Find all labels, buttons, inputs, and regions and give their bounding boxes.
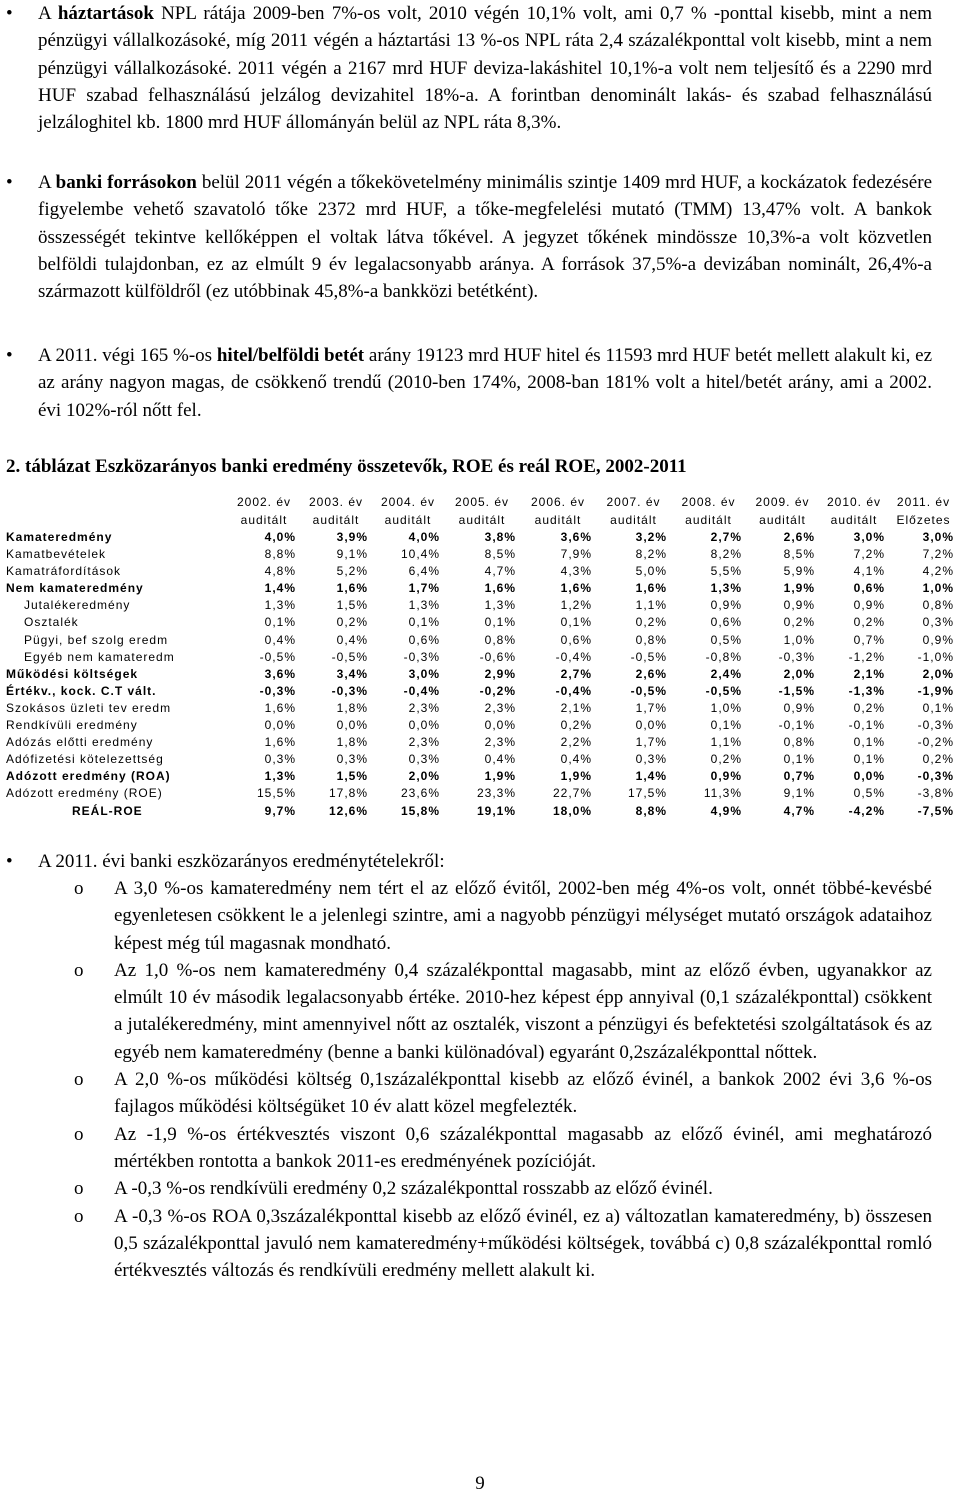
table-cell: 2,3% bbox=[408, 700, 440, 715]
table-cell: -1,9% bbox=[917, 683, 954, 698]
corner-cell bbox=[6, 493, 228, 511]
table-cell: 0,1% bbox=[264, 615, 296, 630]
row-label: Rendkívüli eredmény bbox=[6, 718, 138, 733]
table-cell: 3,6% bbox=[560, 530, 592, 544]
row-label: Működési költségek bbox=[6, 666, 139, 681]
table-cell: 2,3% bbox=[408, 735, 440, 750]
table-cell: 0,5% bbox=[853, 786, 885, 801]
table-cell: 0,2% bbox=[783, 615, 815, 630]
table-cell: 1,3% bbox=[264, 769, 296, 784]
table-cell: -0,4% bbox=[555, 683, 592, 698]
year-header: 2004. év bbox=[380, 495, 436, 509]
row-label: Kamatbevételek bbox=[6, 547, 107, 562]
table-cell: 5,5% bbox=[710, 564, 742, 579]
table-cell: 2,0% bbox=[783, 666, 815, 681]
table-cell: -0,5% bbox=[630, 683, 667, 698]
table-body bbox=[6, 529, 958, 820]
table-cell: 3,0% bbox=[408, 666, 440, 681]
table-cell: 0,2% bbox=[336, 615, 368, 630]
table-cell: 0,7% bbox=[783, 769, 815, 784]
row-label: Adófizetési kötelezettség bbox=[6, 752, 164, 767]
table-cell: -1,3% bbox=[848, 683, 885, 698]
table-cell: 4,3% bbox=[560, 564, 592, 579]
table-cell: -0,1% bbox=[848, 718, 885, 733]
text-bold: hitel/belföldi betét bbox=[216, 345, 365, 366]
table-cell: -0,5% bbox=[259, 649, 296, 664]
table-cell: 18,0% bbox=[552, 803, 592, 818]
bullet-paragraph bbox=[0, 169, 960, 305]
table-cell: 1,5% bbox=[336, 598, 368, 613]
table-cell: 2,3% bbox=[484, 735, 516, 750]
table-cell: 8,8% bbox=[264, 547, 296, 562]
table-cell: 0,8% bbox=[635, 632, 667, 647]
table-cell: 3,4% bbox=[336, 666, 368, 681]
status-header: auditált bbox=[610, 513, 657, 527]
table-cell: 1,9% bbox=[783, 581, 815, 596]
bullet-paragraph bbox=[0, 0, 960, 136]
table-cell: 0,6% bbox=[560, 632, 592, 647]
row-label: Kamatráfordítások bbox=[6, 564, 122, 579]
table-row bbox=[6, 683, 958, 700]
table-cell: 1,0% bbox=[783, 632, 815, 647]
table-header-years bbox=[6, 493, 958, 511]
table-row bbox=[6, 768, 958, 785]
status-header: auditált bbox=[240, 513, 288, 527]
table-cell: -0,4% bbox=[555, 649, 592, 664]
table-cell: 0,6% bbox=[853, 581, 885, 596]
status-header: auditált bbox=[759, 513, 806, 527]
bullet-bank-sources bbox=[0, 169, 960, 305]
table-cell: 4,8% bbox=[264, 564, 296, 579]
table-cell: 4,0% bbox=[264, 530, 296, 544]
table-row bbox=[6, 666, 958, 683]
table-cell: 1,7% bbox=[635, 700, 667, 715]
table-cell: 0,0% bbox=[264, 718, 296, 733]
table-cell: 0,9% bbox=[783, 700, 815, 715]
table-cell: -0,5% bbox=[331, 649, 368, 664]
table-cell: 0,4% bbox=[336, 632, 368, 647]
table-cell: 3,8% bbox=[484, 530, 516, 544]
table-cell: 7,2% bbox=[922, 547, 954, 562]
table-cell: 4,7% bbox=[783, 803, 815, 818]
year-header: 2007. év bbox=[606, 495, 661, 509]
table-row bbox=[6, 717, 958, 734]
bullet-summary bbox=[0, 848, 960, 875]
status-header: auditált bbox=[384, 513, 432, 527]
table-cell: 1,6% bbox=[264, 735, 296, 750]
sub-list-item: o A -0,3 %-os rendkívüli eredmény 0,2 százalékponttal rosszabb az előző évinél. bbox=[70, 1175, 932, 1202]
status-header: auditált bbox=[685, 513, 732, 527]
table-cell: 0,4% bbox=[264, 632, 296, 647]
table-cell: 1,7% bbox=[635, 735, 667, 750]
table-cell: 1,5% bbox=[336, 769, 368, 784]
table-cell: 1,6% bbox=[560, 581, 592, 596]
table-cell: -4,2% bbox=[848, 803, 885, 818]
table-cell: 7,2% bbox=[853, 547, 885, 562]
table-cell: 22,7% bbox=[552, 786, 592, 801]
table-cell: 1,3% bbox=[484, 598, 516, 613]
text-rest: arány 19123 mrd HUF hitel és 11593 mrd HUF betét mellett alakult ki, ez az arány nagyon magas, de csökkenő trendű (2010-ben 174%, 2008-ban 181% volt a hitel/betét arány, ami a 2002. évi 102%-ról nőtt fel. bbox=[38, 345, 933, 421]
table-cell: 23,6% bbox=[400, 786, 440, 801]
table-cell: 3,0% bbox=[853, 530, 885, 544]
table-cell: -1,2% bbox=[848, 649, 885, 664]
table-cell: 3,6% bbox=[264, 666, 296, 681]
table-cell: 4,2% bbox=[922, 564, 954, 579]
table-cell: -0,8% bbox=[705, 649, 742, 664]
sub-list-item: o A 2,0 %-os működési költség 0,1százalékponttal kisebb az előző évinél, a bankok 2002 évi 3,6 %-os fajlagos működési költségüket 10 év alatt közel megfelezték. bbox=[70, 1066, 932, 1121]
table-cell: 8,8% bbox=[635, 803, 667, 818]
table-cell: 10,4% bbox=[400, 547, 440, 562]
table-cell: 3,0% bbox=[922, 530, 954, 544]
table-cell: 1,4% bbox=[264, 581, 296, 596]
table-cell: 4,7% bbox=[484, 564, 516, 579]
table-cell: -0,4% bbox=[403, 683, 440, 698]
table-cell: 1,1% bbox=[635, 598, 667, 613]
table-cell: -0,3% bbox=[917, 718, 954, 733]
table-cell: 5,2% bbox=[336, 564, 368, 579]
table-cell: 11,3% bbox=[703, 786, 742, 801]
table-cell: 0,1% bbox=[922, 700, 954, 715]
table-cell: -0,5% bbox=[630, 649, 667, 664]
table-cell: 0,2% bbox=[853, 700, 885, 715]
table-cell: 1,8% bbox=[336, 735, 368, 750]
table-cell: 1,6% bbox=[635, 581, 667, 596]
results-table bbox=[6, 493, 958, 820]
table-cell: 4,0% bbox=[408, 530, 440, 544]
table-cell: 4,1% bbox=[853, 564, 885, 579]
table-cell: 15,8% bbox=[400, 803, 440, 818]
table-row bbox=[6, 546, 958, 563]
table-cell: 0,0% bbox=[408, 718, 440, 733]
table-cell: 2,0% bbox=[922, 666, 954, 681]
table-cell: 0,2% bbox=[922, 752, 954, 767]
table-cell: 23,3% bbox=[476, 786, 516, 801]
table-cell: 0,2% bbox=[853, 615, 885, 630]
year-header: 2009. év bbox=[755, 495, 810, 509]
row-label: Adózott eredmény (ROE) bbox=[6, 786, 163, 801]
table-cell: 0,8% bbox=[922, 598, 954, 613]
table-cell: -0,3% bbox=[917, 769, 954, 784]
table-cell: 1,9% bbox=[560, 769, 592, 784]
table-row bbox=[6, 803, 958, 820]
text-lead: A bbox=[38, 3, 58, 24]
table-cell: 0,1% bbox=[484, 615, 516, 630]
table-cell: -3,8% bbox=[917, 786, 954, 801]
year-header: 2010. év bbox=[826, 495, 882, 509]
table-cell: 4,9% bbox=[710, 803, 742, 818]
bullet-loan-deposit bbox=[0, 342, 960, 424]
table-cell: 7,9% bbox=[560, 547, 592, 562]
text-bold: banki forrásokon bbox=[55, 172, 197, 193]
table-row bbox=[6, 785, 958, 802]
table-cell: 0,4% bbox=[484, 752, 516, 767]
page-number: 9 bbox=[475, 1473, 485, 1494]
table-row bbox=[6, 751, 958, 768]
year-header: 2006. év bbox=[530, 495, 586, 509]
table-row bbox=[6, 563, 958, 580]
table-cell: 0,3% bbox=[264, 752, 296, 767]
table-cell: 3,2% bbox=[635, 530, 667, 544]
table-row bbox=[6, 580, 958, 597]
table-cell: 1,3% bbox=[264, 598, 296, 613]
row-label: Osztalék bbox=[24, 615, 79, 630]
table-cell: 1,1% bbox=[710, 735, 742, 750]
table-cell: 0,1% bbox=[783, 752, 815, 767]
row-label: Jutalékeredmény bbox=[24, 598, 131, 613]
table-cell: 8,5% bbox=[783, 547, 815, 562]
table-cell: 2,6% bbox=[783, 530, 815, 544]
table-cell: -1,0% bbox=[917, 649, 954, 664]
table-cell: 8,5% bbox=[484, 547, 516, 562]
table-cell: 0,0% bbox=[484, 718, 516, 733]
year-header: 2011. év bbox=[896, 495, 951, 509]
table-cell: 17,5% bbox=[627, 786, 667, 801]
table-cell: -0,2% bbox=[917, 735, 954, 750]
table-cell: 2,7% bbox=[560, 666, 592, 681]
corner-cell bbox=[6, 511, 228, 529]
table-cell: 0,5% bbox=[710, 632, 742, 647]
table-header-status bbox=[6, 511, 958, 529]
table-cell: 5,0% bbox=[635, 564, 667, 579]
table-cell: 9,7% bbox=[264, 803, 296, 818]
table-row bbox=[6, 632, 958, 649]
table-cell: 2,2% bbox=[560, 735, 592, 750]
table-cell: -0,2% bbox=[479, 683, 516, 698]
text-bold: háztartások bbox=[57, 3, 154, 24]
table-cell: 0,3% bbox=[635, 752, 667, 767]
row-label: Adózás előtti eredmény bbox=[6, 735, 154, 750]
table-cell: -0,5% bbox=[705, 683, 742, 698]
table-cell: 0,4% bbox=[560, 752, 592, 767]
table-cell: 0,3% bbox=[922, 615, 954, 630]
table-cell: -7,5% bbox=[917, 803, 954, 818]
table-cell: 0,0% bbox=[853, 769, 885, 784]
table-cell: 17,8% bbox=[328, 786, 368, 801]
table-cell: 0,3% bbox=[408, 752, 440, 767]
row-label: Értékv., kock. C.T vált. bbox=[6, 683, 157, 698]
sub-list bbox=[70, 875, 932, 1284]
status-header: auditált bbox=[458, 513, 506, 527]
sub-list-item: o A 3,0 %-os kamateredmény nem tért el az előző évitől, 2002-ben még 4%-os volt, onnét többé-kevésbé egyenletesen csökkent le a jelenlegi szintre, ami a nagyobb pénzügyi mélységet mutató országok adataihoz képest még túl magasnak mondható. bbox=[70, 875, 932, 957]
bullet-paragraph bbox=[0, 342, 960, 424]
text-rest: NPL rátája 2009-ben 7%-os volt, 2010 végén 10,1% volt, ami 0,7 % -ponttal kisebb, mint a nem pénzügyi vállalkozásoké, míg 2011 végén a háztartási 13 %-os NPL ráta 2,4 százalékponttal volt kisebb, mint a nem pénzügyi vállalkozásoké. 2011 végén a 2167 mrd HUF deviza-lakáshitel 10,1%-a volt nem teljesítő és a 2290 mrd HUF szabad felhasználású jelzálog devizahitel 18%-a. A forintban denominált lakás- és szabad felhasználású jelzáloghitel kb. 1800 mrd HUF állományán belül az NPL ráta 8,3%. bbox=[38, 3, 932, 134]
row-label: Adózott eredmény (ROA) bbox=[6, 769, 171, 784]
table-cell: 1,0% bbox=[922, 581, 954, 596]
table-cell: 2,9% bbox=[484, 666, 516, 681]
table-cell: 0,1% bbox=[560, 615, 592, 630]
table-cell: 0,6% bbox=[408, 632, 440, 647]
table-cell: 2,1% bbox=[853, 666, 885, 681]
table-cell: 8,2% bbox=[635, 547, 667, 562]
table-cell: -0,6% bbox=[479, 649, 516, 664]
table-cell: 1,2% bbox=[560, 598, 592, 613]
table-cell: 1,6% bbox=[264, 700, 296, 715]
sub-list-item: o A -0,3 %-os ROA 0,3százalékponttal kisebb az előző évinél, ez a) változatlan kamateredmény, b) összesen 0,5 százalékponttal javuló nem kamateredmény+működési költségek, továbbá c) 0,8 százalékponttal romló értékvesztés változás és rendkívüli eredmény mellett alakult ki. bbox=[70, 1203, 932, 1285]
table-row bbox=[6, 700, 958, 717]
table-cell: 1,6% bbox=[484, 581, 516, 596]
table-cell: 3,9% bbox=[336, 530, 368, 544]
table-cell: 2,3% bbox=[484, 700, 516, 715]
table-cell: 2,7% bbox=[710, 530, 742, 544]
table-cell: 0,2% bbox=[560, 718, 592, 733]
table-cell: 1,0% bbox=[710, 700, 742, 715]
row-label: Pügyi, bef szolg eredm bbox=[24, 632, 169, 647]
table-cell: 2,1% bbox=[560, 700, 592, 715]
table-cell: 5,9% bbox=[783, 564, 815, 579]
table-cell: 6,4% bbox=[408, 564, 440, 579]
row-label: Egyéb nem kamateredm bbox=[24, 649, 175, 664]
table-cell: 0,9% bbox=[922, 632, 954, 647]
table-cell: 0,7% bbox=[853, 632, 885, 647]
table-cell: -1,5% bbox=[778, 683, 815, 698]
table-cell: -0,3% bbox=[259, 683, 296, 698]
table-cell: 0,1% bbox=[710, 718, 742, 733]
table-cell: 2,4% bbox=[710, 666, 742, 681]
table-cell: -0,1% bbox=[778, 718, 815, 733]
table-cell: 0,1% bbox=[853, 735, 885, 750]
text-lead: A 2011. végi 165 %-os bbox=[38, 345, 217, 366]
table-cell: 1,7% bbox=[408, 581, 440, 596]
table-cell: 2,0% bbox=[408, 769, 440, 784]
table-cell: -0,3% bbox=[778, 649, 815, 664]
table-cell: 0,9% bbox=[853, 598, 885, 613]
table-cell: 0,9% bbox=[710, 598, 742, 613]
table-cell: 0,1% bbox=[853, 752, 885, 767]
table-cell: 2,6% bbox=[635, 666, 667, 681]
year-header: 2008. év bbox=[681, 495, 736, 509]
row-label: Szokásos üzleti tev eredm bbox=[6, 700, 172, 715]
table-row bbox=[6, 529, 958, 546]
table-row bbox=[6, 649, 958, 666]
table-cell: 0,2% bbox=[635, 615, 667, 630]
table-cell: 0,8% bbox=[783, 735, 815, 750]
table-cell: 1,8% bbox=[336, 700, 368, 715]
table-row bbox=[6, 734, 958, 751]
table-cell: 1,3% bbox=[408, 598, 440, 613]
row-label: Nem kamateredmény bbox=[6, 581, 144, 596]
table-cell: 1,4% bbox=[635, 769, 667, 784]
status-header: auditált bbox=[830, 513, 878, 527]
sub-list-item: o Az 1,0 %-os nem kamateredmény 0,4 százalékponttal magasabb, mint az előző évben, ugyanakkor az elmúlt 10 év második legalacsonyabb értéke. 2010-hez képest épp annyival (0,1 százalékponttal) csökkent a jutalékeredmény, mint amennyivel nőtt az osztalék, viszont a pénzügyi és befektetési szolgáltatások és az egyéb nem kamateredmény (benne a banki különadóval) egyaránt 0,2százalékponttal nőttek. bbox=[70, 957, 932, 1066]
table-title: 2. táblázat Eszközarányos banki eredmény összetevők, ROE és reál ROE, 2002-2011 bbox=[6, 456, 687, 477]
bullet-households bbox=[0, 0, 960, 136]
table-cell: 9,1% bbox=[783, 786, 815, 801]
text-rest: belül 2011 végén a tőkekövetelmény minimális szintje 1409 mrd HUF, a kockázatok fedezésére figyelembe vehető szavatoló tőke 2372 mrd HUF, a tőke-megfelelési mutató (TMM) 13,47% volt. A bankok összességét tekintve kellőképpen el voltak látva tőkével. A jegyzet tőkének mindössze 10,3%-a volt közvetlen belföldi tulajdonban, ez az elmúlt 9 év legalacsonyabb aránya. A források 37,5%-a devizában nominált, 26,4%-a származott külföldről (ez utóbbinak 45,8%-a bankközi betétként). bbox=[38, 172, 932, 303]
sub-list-item: o Az -1,9 %-os értékvesztés viszont 0,6 százalékponttal magasabb az előző évinél, ami meghatározó mértékben rontotta a bankok 2011-es eredményének pozícióját. bbox=[70, 1121, 932, 1176]
table-cell: 15,5% bbox=[256, 786, 296, 801]
row-label: REÁL-ROE bbox=[72, 803, 143, 818]
table-row bbox=[6, 597, 958, 614]
year-header: 2005. év bbox=[454, 495, 510, 509]
status-header: auditált bbox=[534, 513, 582, 527]
table-cell: -0,3% bbox=[403, 649, 440, 664]
year-header: 2003. év bbox=[308, 495, 364, 509]
table-cell: 1,3% bbox=[710, 581, 742, 596]
status-header: Előzetes bbox=[896, 513, 951, 527]
row-label: Kamateredmény bbox=[6, 530, 113, 544]
table-cell: 1,6% bbox=[336, 581, 368, 596]
table-cell: 8,2% bbox=[710, 547, 742, 562]
text-lead: A bbox=[38, 172, 56, 193]
bullet-paragraph: • A 2011. évi banki eszközarányos eredménytételekről: bbox=[0, 848, 960, 875]
table-cell: 12,6% bbox=[328, 803, 368, 818]
table-cell: 0,3% bbox=[336, 752, 368, 767]
table-cell: 0,9% bbox=[710, 769, 742, 784]
table-cell: 0,0% bbox=[635, 718, 667, 733]
table-cell: 9,1% bbox=[336, 547, 368, 562]
table-row bbox=[6, 614, 958, 631]
status-header: auditált bbox=[312, 513, 360, 527]
table-cell: 0,8% bbox=[484, 632, 516, 647]
table-cell: 1,9% bbox=[484, 769, 516, 784]
table-cell: -0,3% bbox=[331, 683, 368, 698]
table-cell: 19,1% bbox=[476, 803, 516, 818]
table-cell: 0,9% bbox=[783, 598, 815, 613]
table-cell: 0,2% bbox=[710, 752, 742, 767]
table-cell: 0,6% bbox=[710, 615, 742, 630]
table-cell: 0,1% bbox=[408, 615, 440, 630]
table-cell: 0,0% bbox=[336, 718, 368, 733]
year-header: 2002. év bbox=[236, 495, 292, 509]
